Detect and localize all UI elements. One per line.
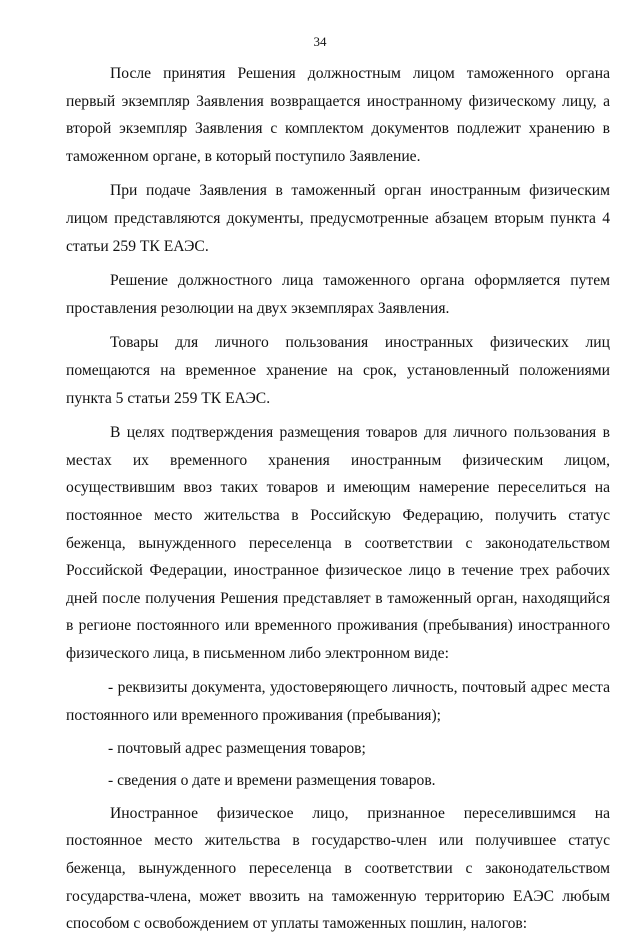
paragraph-resolution: Решение должностного лица таможенного органа оформляется путем проставления резолюции на двух экземплярах Заявления. [66,272,610,317]
list-item-goods-address: - почтовый адрес размещения товаров; [108,739,366,757]
paragraph-required-documents: При подаче Заявления в таможенный орган иностранным физическим лицом представляются документы, предусмотренные абзацем вторым пункта 4 статьи 259 ТК ЕАЭС. [66,182,610,255]
paragraph-temporary-storage: Товары для личного пользования иностранных физических лиц помещаются на временное хранение на срок, установленный положениями пункта 5 статьи 259 ТК ЕАЭС. [66,334,610,407]
paragraph-confirmation: В целях подтверждения размещения товаров для личного пользования в местах их временного хранения иностранным физическим лицом, осуществившим ввоз таких товаров и имеющим намерение переселиться на постоянное место жительства в Российскую Федерацию, получить статус беженца, вынужденного переселенца в соответствии с законодательством Российской Федерации, иностранное физическое лицо в течение трех рабочих дней после получения Решения представляет в таможенный орган, находящийся в регионе постоянного или временного проживания (пребывания) иностранного физического лица, в письменном либо электронном виде: [66,424,610,662]
paragraph-duty-exemption: Иностранное физическое лицо, признанное переселившимся на постоянное место жительства в государство-член или получившее статус беженца, вынужденного переселенца в соответствии с законодательством государства-члена, может ввозить на таможенную территорию ЕАЭС любым способом с освобождением от уплаты таможенных пошлин, налогов: [66,804,610,933]
list-item-placement-datetime: - сведения о дате и времени размещения товаров. [108,772,436,790]
document-body [66,60,610,945]
paragraph-decision-copies: После принятия Решения должностным лицом таможенного органа первый экземпляр Заявления возвращается иностранному физическому лицу, а второй экземпляр Заявления с комплектом документов подлежит хранению в таможенном органе, в который поступило Заявление. [66,65,610,165]
page-number: 34 [313,34,327,49]
list-item-identity-document: - реквизиты документа, удостоверяющего личность, почтовый адрес места постоянного или временного проживания (пребывания); [66,679,610,725]
